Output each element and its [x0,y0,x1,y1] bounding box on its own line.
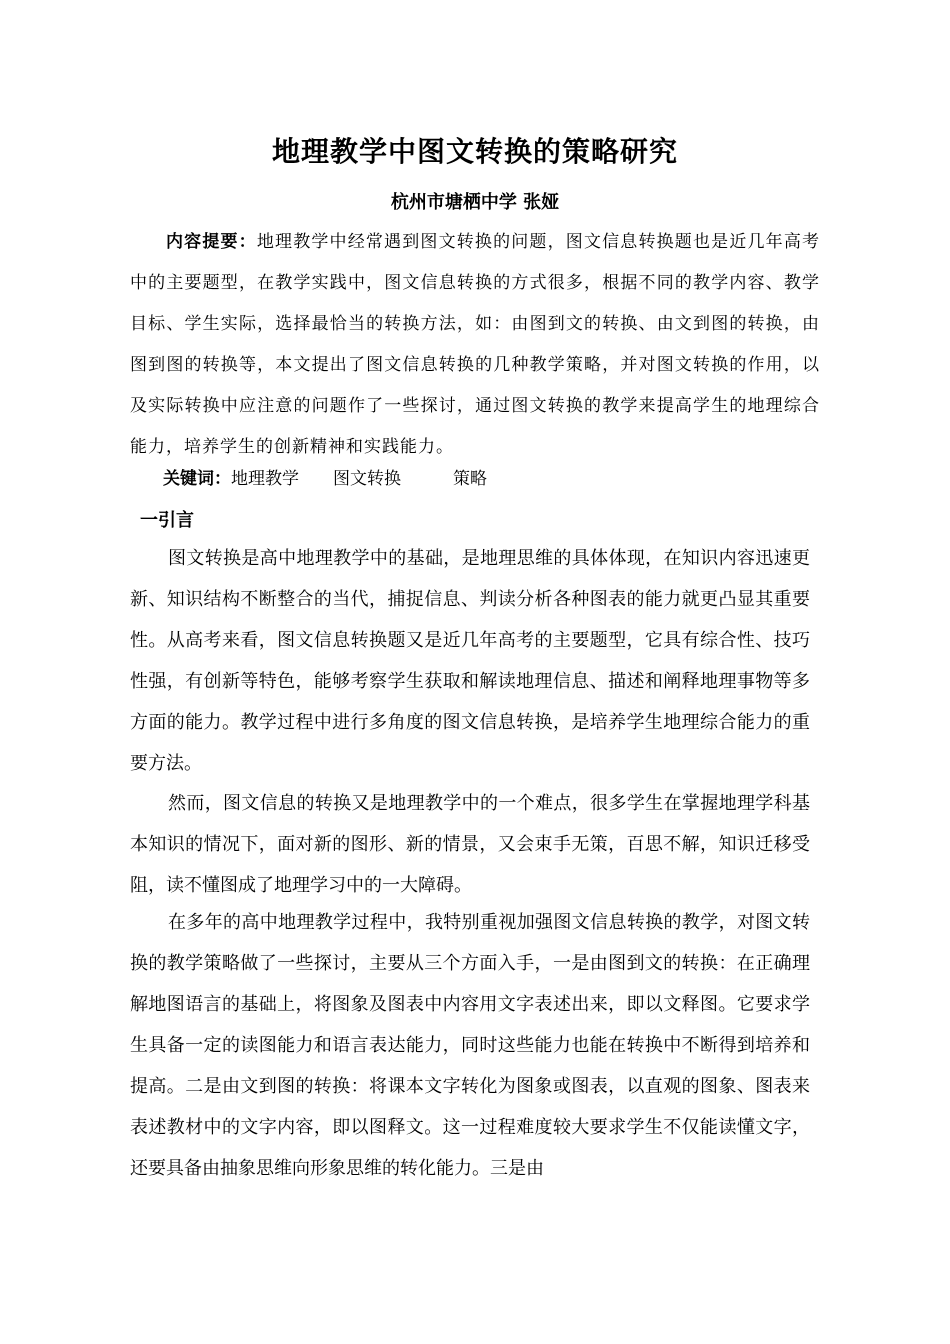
abstract [130,222,820,468]
body-paragraph: 图文转换是高中地理教学中的基础，是地理思维的具体体现，在知识内容迅速更新、知识结构不断整合的当代，捕捉信息、判读分析各种图表的能力就更凸显其重要性。从高考来看，图文信息转换题又是近几年高考的主要题型，它具有综合性、技巧性强，有创新等特色，能够考察学生获取和解读地理信息、描述和阐释地理事物等多方面的能力。教学过程中进行多角度的图文信息转换，是培养学生地理综合能力的重要方法。 [130,548,810,774]
keyword: 策略 [453,469,487,489]
body-paragraph: 在多年的高中地理教学过程中，我特别重视加强图文信息转换的教学，对图文转换的教学策略做了一些探讨，主要从三个方面入手，一是由图到文的转换：在正确理解地图语言的基础上，将图象及图表中内容用文字表述出来，即以文释图。它要求学生具备一定的读图能力和语言表达能力，同时这些能力也能在转换中不断得到培养和提高。二是由文到图的转换：将课本文字转化为图象或图表，以直观的图象、图表来表述教材中的文字内容，即以图释文。这一过程难度较大要求学生不仅能读懂文字，还要具备由抽象思维向形象思维的转化能力。三是由 [130,912,810,1179]
body-paragraph: 然而，图文信息的转换又是地理教学中的一个难点，很多学生在掌握地理学科基本知识的情况下，面对新的图形、新的情景，又会束手无策，百思不解，知识迁移受阻，读不懂图成了地理学习中的一大障碍。 [130,793,810,896]
paper-title: 地理教学中图文转换的策略研究 [271,135,678,168]
author-line: 杭州市塘栖中学 张娅 [390,192,560,213]
abstract-label: 内容提要： [166,232,257,252]
keyword: 图文转换 [333,469,401,489]
keywords-label: 关键词： [163,469,231,489]
section-heading: 一引言 [140,510,194,531]
keyword: 地理教学 [231,469,299,489]
abstract-text: 地理教学中经常遇到图文转换的问题，图文信息转换题也是近几年高考中的主要题型，在教学实践中，图文信息转换的方式很多，根据不同的教学内容、教学目标、学生实际，选择最恰当的转换方法，如：由图到文的转换、由文到图的转换，由图到图的转换等，本文提出了图文信息转换的几种教学策略，并对图文转换的作用，以及实际转换中应注意的问题作了一些探讨，通过图文转换的教学来提高学生的地理综合能力，培养学生的创新精神和实践能力。 [130,232,821,457]
keywords [163,464,521,489]
